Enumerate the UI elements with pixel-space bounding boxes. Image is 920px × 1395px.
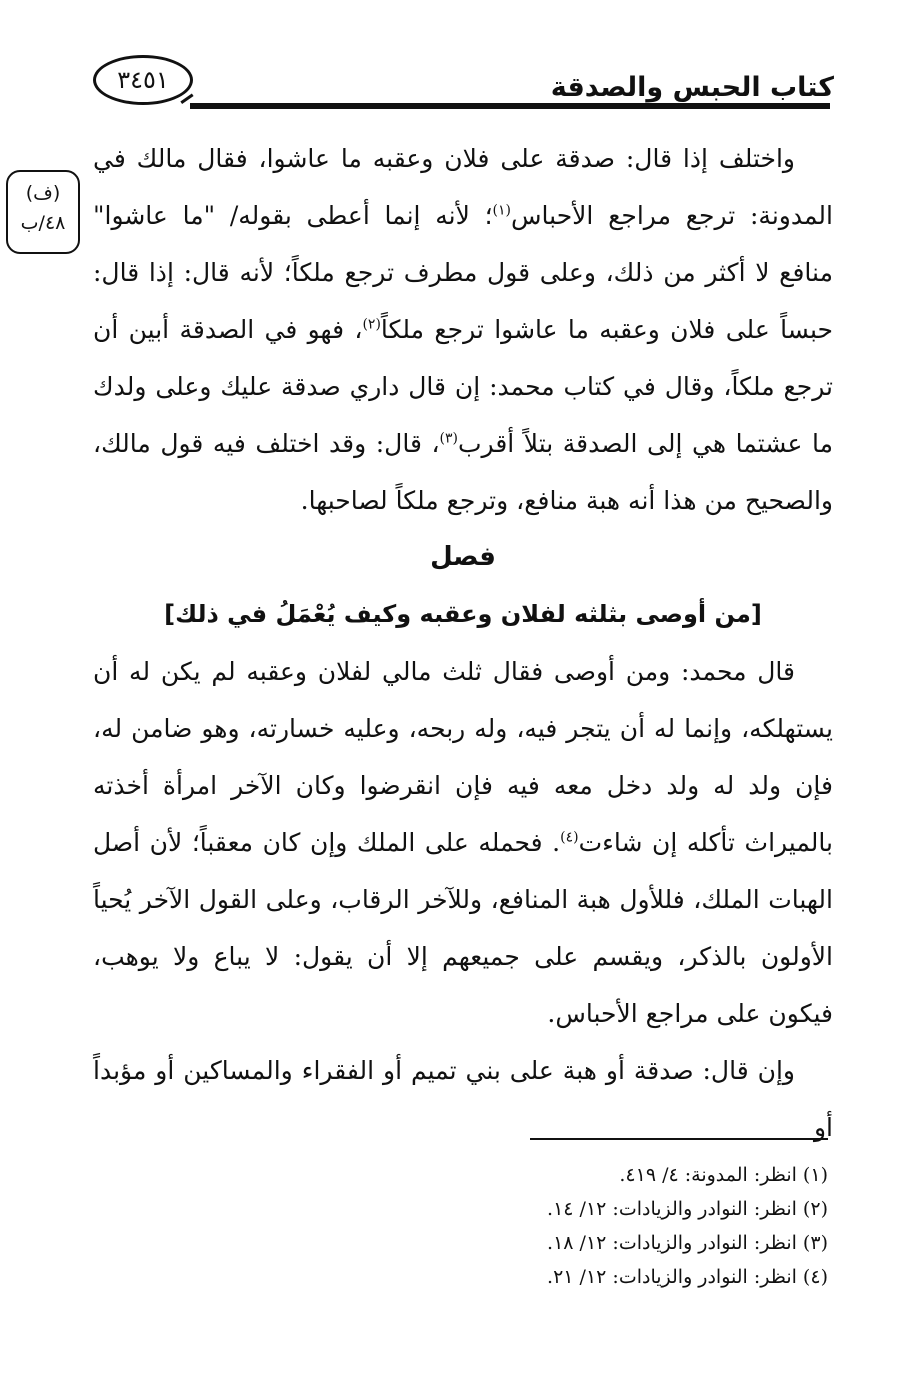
footnote-3: (٣) انظر: النوادر والزيادات: ١٢/ ١٨. [547, 1232, 828, 1254]
margin-note-line-2: ٤٨/ب [20, 212, 66, 234]
footnotes [108, 1158, 828, 1294]
p1-text-a: واختلف إذا قال: صدقة على فلان وعقبه ما عاشوا، فقال مالك في المدونة: ترجع مراجع الأحباس [93, 144, 833, 230]
footnote-1: (١) انظر: المدونة: ٤/ ٤١٩. [619, 1164, 828, 1186]
footnote-4: (٤) انظر: النوادر والزيادات: ١٢/ ٢١. [547, 1266, 828, 1288]
footnote-ref-1: (١) [492, 202, 512, 219]
margin-folio-note [6, 170, 80, 254]
footnote-ref-3: (٣) [439, 430, 458, 447]
footnote-separator [530, 1138, 828, 1140]
footnote-ref-4: (٤) [560, 829, 579, 846]
header-rule-ornament [180, 94, 201, 116]
header-rule [190, 103, 830, 109]
margin-note-line-1: (ف) [25, 182, 61, 204]
p1-text-b: ؛ لأنه إنما أعطى بقوله/ "ما عاشوا" منافع لا أكثر من ذلك، وعلى قول مطرف ترجع ملكاً؛ لأنه قال: إذا قال: حبساً على فلان وعقبه ما عاشوا ترجع ملكاً [93, 201, 834, 344]
p1-text-d: ، قال: وقد اختلف فيه قول مالك، والصحيح من هذا أنه هبة منافع، وترجع ملكاً لصاحبها. [93, 429, 833, 515]
paragraph-3: وإن قال: صدقة أو هبة على بني تميم أو الفقراء والمساكين أو مؤبداً أو [93, 1056, 833, 1142]
footnote-2: (٢) انظر: النوادر والزيادات: ١٢/ ١٤. [547, 1198, 828, 1220]
p1-text-c: ، فهو في الصدقة أبين أن ترجع ملكاً، وقال في كتاب محمد: إن قال داري صدقة عليك وعلى ولدك ما عشتما هي إلى الصدقة بتلاً أقرب [93, 315, 833, 458]
section-subtitle: [من أوصى بثلثه لفلان وعقبه وكيف يُعْمَلُ في ذلك] [164, 600, 762, 628]
p2-text-b: . فحمله على الملك وإن كان معقباً؛ لأن أصل الهبات الملك، فللأول هبة المنافع، وللآخر الرقاب، وعلى القول الآخر يُحياً الأولون بالذكر، ويقسم على جميعهم إلا أن يقول: لا يباع ولا يوهب، فيكون على مراجع الأحباس. [93, 828, 833, 1028]
footnote-ref-2: (٢) [362, 316, 381, 333]
p2-text-a: قال محمد: ومن أوصى فقال ثلث مالي لفلان وعقبه لم يكن له أن يستهلكه، وإنما له أن يتجر فيه، وله ربحه، وعليه خسارته، وهو ضامن له، فإن ولد له ولد دخل معه فيه فإن انقرضوا وكان الآخر امرأة أخذته بالميراث تأكله إن شاءت [93, 657, 833, 857]
body-text [93, 130, 833, 1156]
paragraph-2 [93, 643, 833, 1042]
page-number: ٣٤٥١ [93, 55, 193, 105]
paragraph-1 [93, 130, 833, 529]
running-title: كتاب الحبس والصدقة [550, 72, 834, 103]
section-title: فصل [430, 542, 496, 572]
